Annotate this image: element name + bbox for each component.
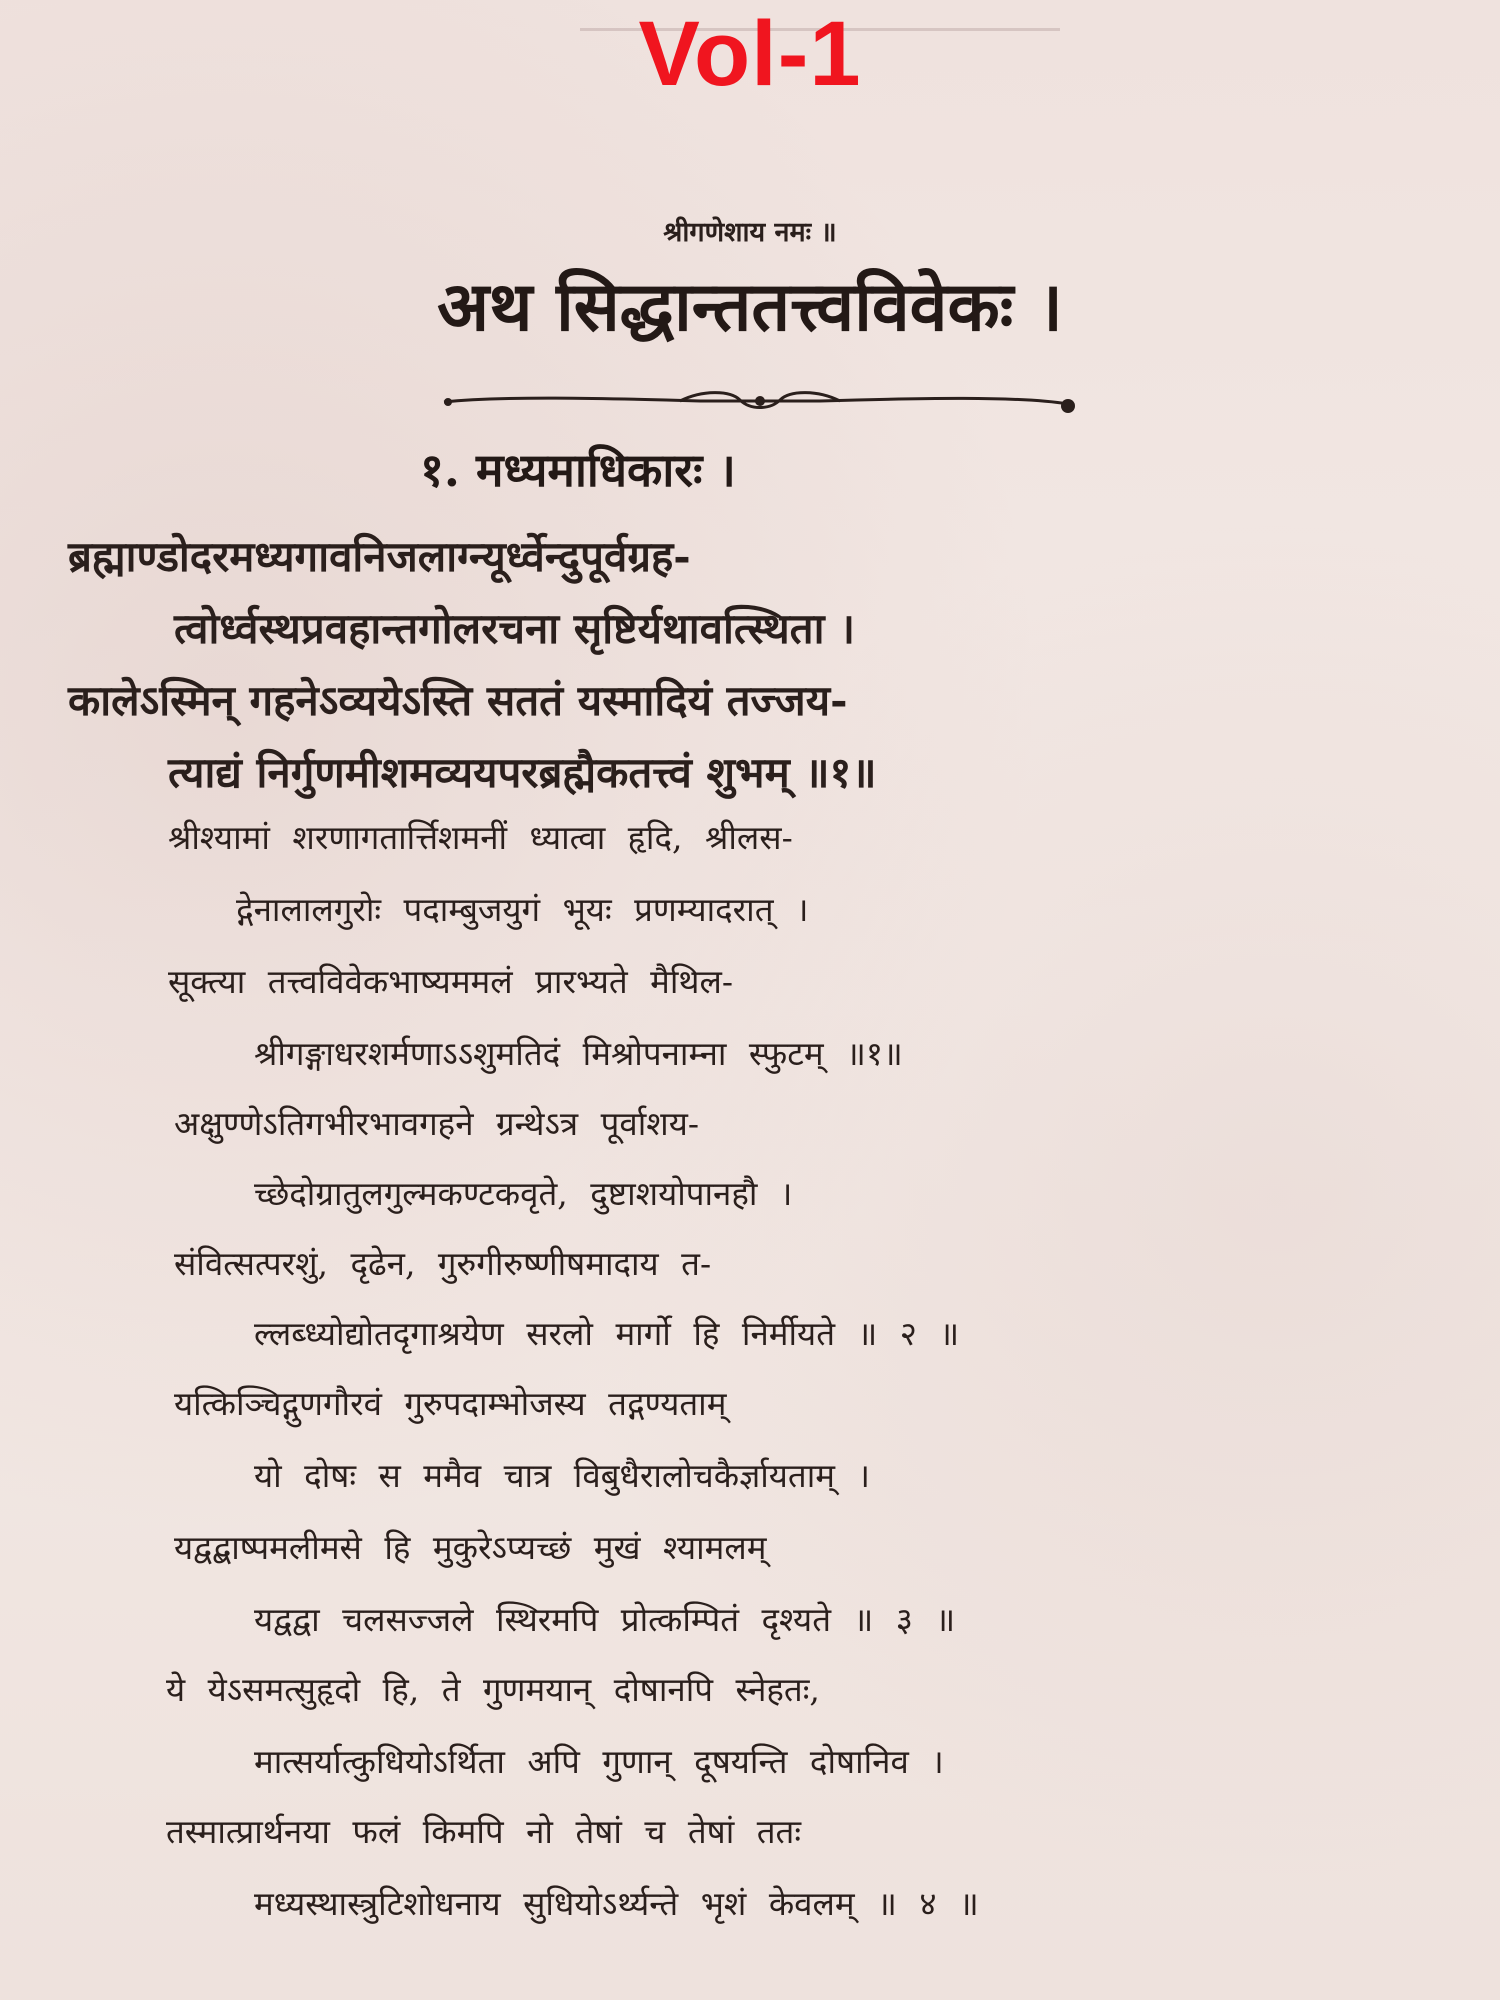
volume-label: Vol-1 <box>638 3 862 105</box>
verse-line: त्वोर्ध्वस्थप्रवहान्तगोलरचना सृष्टिर्यथावत्स्थिता । <box>174 604 856 653</box>
verse-line: कालेऽस्मिन् गहनेऽव्ययेऽस्ति सततं यस्मादियं तज्जय- <box>68 676 848 725</box>
commentary-line: अक्षुण्णेऽतिगभीरभावगहने ग्रन्थेऽत्र पूर्वाशय- <box>174 1104 699 1143</box>
commentary-line: यो दोषः स ममैव चात्र विबुधैरालोचकैर्ज्ञायताम् । <box>254 1456 871 1495</box>
invocation-line: श्रीगणेशाय नमः ॥ <box>663 217 837 248</box>
commentary-line: श्रीगङ्गाधरशर्मणाऽऽशुमतिदं मिश्रोपनाम्ना स्फुटम् ॥१॥ <box>254 1034 903 1073</box>
chapter-heading: १. मध्यमाधिकारः । <box>420 443 736 497</box>
commentary-line: यद्वद्बाष्पमलीमसे हि मुकुरेऽप्यच्छं मुखं श्यामलम् <box>174 1528 767 1567</box>
commentary-line: सूक्त्या तत्त्वविवेकभाष्यममलं प्रारभ्यते मैथिल- <box>168 962 734 1001</box>
commentary-line: तस्मात्प्रार्थनया फलं किमपि नो तेषां च तेषां ततः <box>166 1812 802 1851</box>
commentary-line: मात्सर्यात्कुधियोऽर्थिता अपि गुणान् दूषयन्ति दोषानिव । <box>254 1742 944 1781</box>
commentary-line: श्रीश्यामां शरणागतार्त्तिशमनीं ध्यात्वा हृदि, श्रीलस- <box>168 818 793 857</box>
commentary-line: ये येऽसमत्सुहृदो हि, ते गुणमयान् दोषानपि स्नेहतः, <box>166 1670 820 1709</box>
commentary-line: यद्वद्वा चलसज्जले स्थिरमपि प्रोत्कम्पितं दृश्यते ॥ ३ ॥ <box>254 1600 956 1639</box>
ornamental-divider-icon <box>440 382 1080 422</box>
commentary-line: ल्लब्ध्योद्योतदृगाश्रयेण सरलो मार्गो हि निर्मीयते ॥ २ ॥ <box>254 1314 960 1353</box>
verse-line: त्याद्यं निर्गुणमीशमव्ययपरब्रह्मैकतत्त्वं शुभम् ॥१॥ <box>168 748 877 797</box>
commentary-line: द्गेनालालगुरोः पदाम्बुजयुगं भूयः प्रणम्यादरात् । <box>236 890 809 929</box>
commentary-line: मध्यस्थास्त्रुटिशोधनाय सुधियोऽर्थ्यन्ते भृशं केवलम् ॥ ४ ॥ <box>254 1884 979 1923</box>
verse-line: ब्रह्माण्डोदरमध्यगावनिजलाग्न्यूर्ध्वेन्दुपूर्वग्रह- <box>68 532 691 581</box>
commentary-line: संवित्सत्परशुं, दृढेन, गुरुगीरुष्णीषमादाय त- <box>174 1244 712 1283</box>
commentary-line: यत्किञ्चिद्गुणगौरवं गुरुपदाम्भोजस्य तद्गण्यताम् <box>174 1384 727 1423</box>
commentary-line: च्छेदोग्रातुलगुल्मकण्टकवृते, दुष्टाशयोपानहौ । <box>254 1174 793 1213</box>
book-title: अथ सिद्धान्ततत्त्वविवेकः । <box>437 267 1063 347</box>
